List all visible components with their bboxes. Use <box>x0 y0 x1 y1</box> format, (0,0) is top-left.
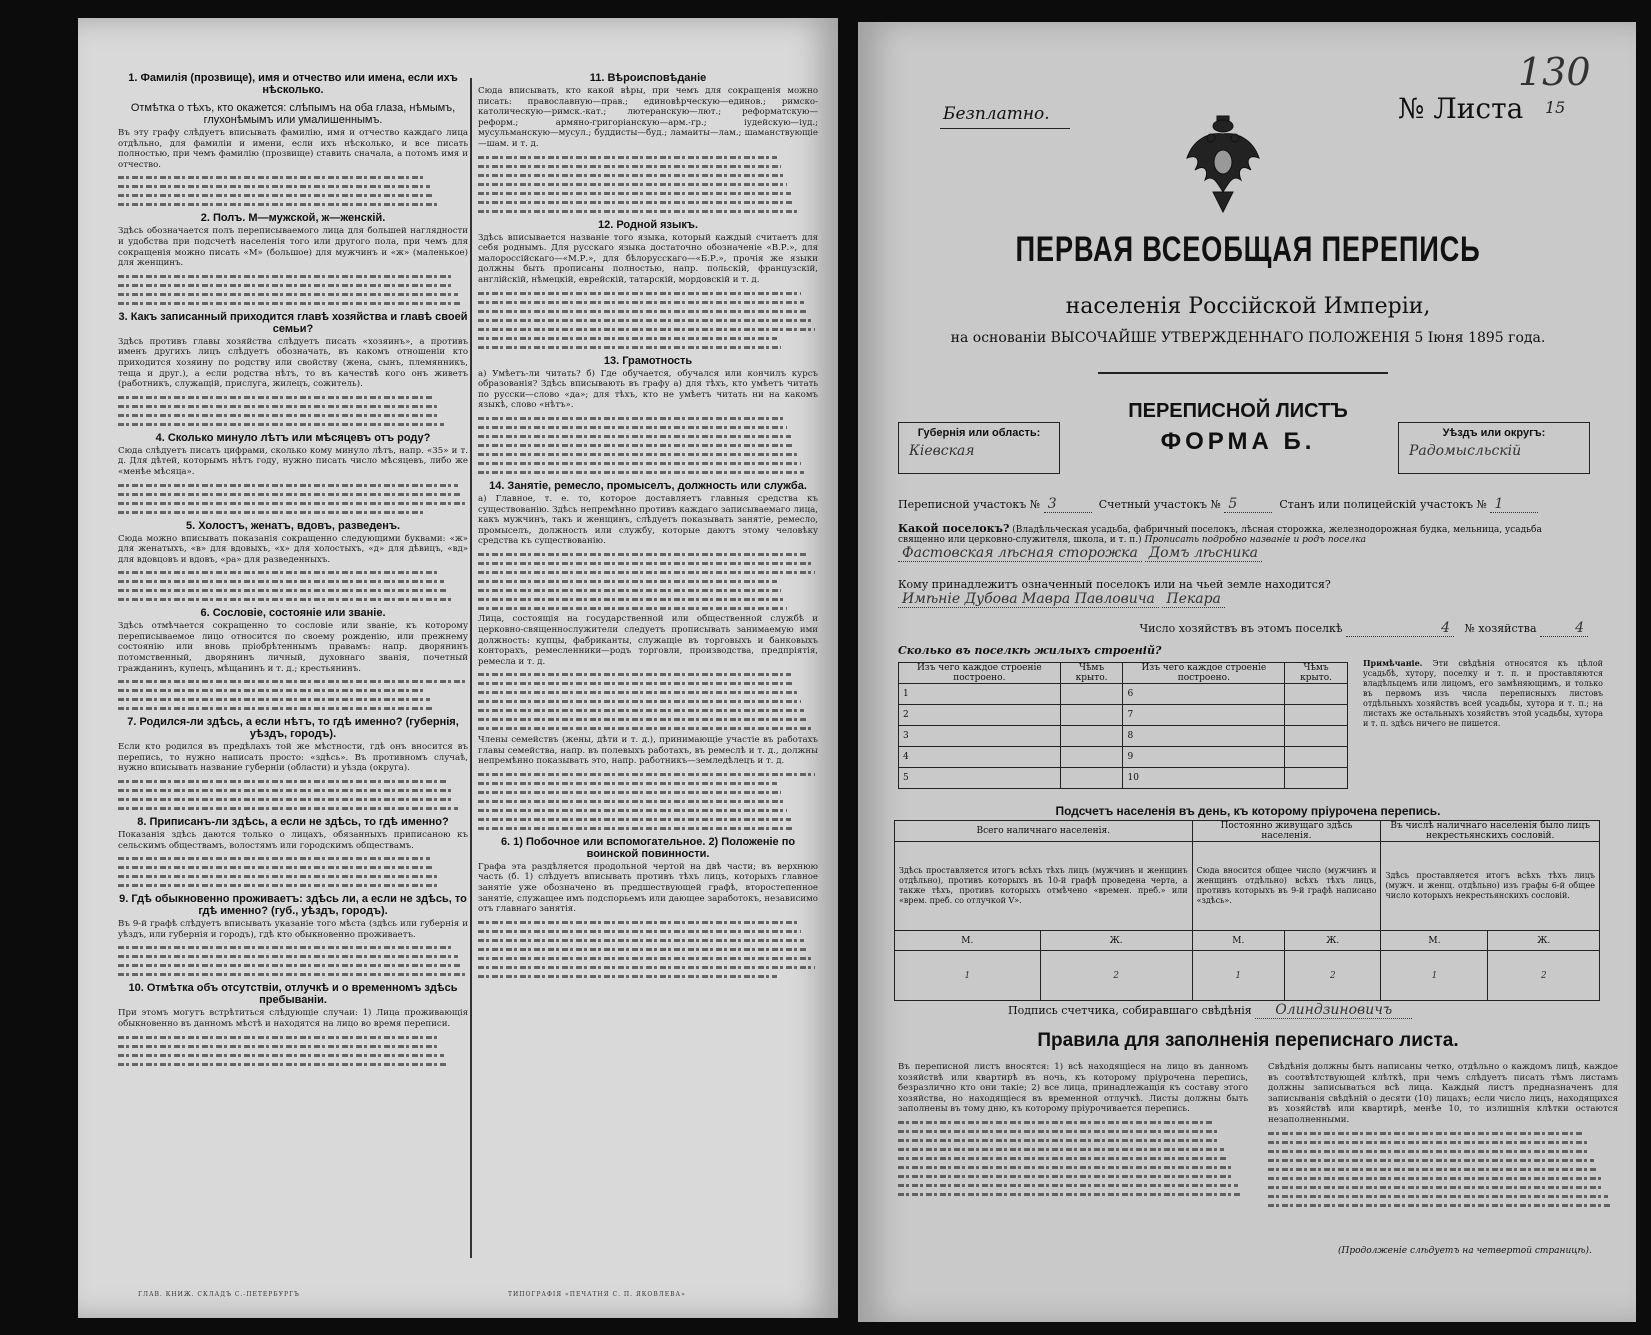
text-line <box>118 689 426 692</box>
poselok-value: Фастовская лѣсная сторожка <box>898 545 1142 562</box>
text-line <box>1268 1168 1597 1171</box>
text-line <box>478 818 791 821</box>
text-line <box>478 174 784 177</box>
buildings-cell <box>1285 726 1348 747</box>
section-title: 14. Занятіе, ремесло, промыселъ, должность или служба. <box>489 479 807 492</box>
gubernia-box <box>898 422 1060 474</box>
text-block <box>478 292 818 349</box>
uezd-box <box>1398 422 1590 474</box>
text-line <box>478 930 801 933</box>
text-line <box>478 165 781 168</box>
text-line <box>478 718 808 721</box>
text-line <box>118 580 444 583</box>
section-title: 7. Родился-ли здѣсь, а если нѣтъ, то гдѣ именно? (губернія, уѣздъ, городъ). <box>127 716 459 741</box>
text-line <box>118 973 465 976</box>
text-line <box>118 185 430 188</box>
signature-row <box>1008 1002 1412 1018</box>
section-title: 8. Приписанъ-ли здѣсь, а если не здѣсь, то гдѣ именно? <box>137 816 449 829</box>
text-line <box>478 417 784 420</box>
handwritten-sheet-number: 130 <box>1518 50 1591 94</box>
buildings-cell <box>1285 768 1348 789</box>
text-line <box>898 1148 1224 1151</box>
section-subtitle: Отмѣтка о тѣхъ, кто окажется: слѣпымъ на оба глаза, нѣмымъ, глухонѣмымъ или умалишеннымъ. <box>130 102 456 126</box>
main-title: ПЕРВАЯ ВСЕОБЩАЯ ПЕРЕПИСЬ <box>1015 230 1481 269</box>
text-line <box>118 275 451 278</box>
owner-value-2: Пекара <box>1162 591 1225 608</box>
text-block <box>118 680 468 710</box>
pop-f-label: Ж. <box>1285 931 1381 951</box>
section-text: Лица, состоящія на государственной или общественной службѣ и церковно-священнослужители следуетъ прописывать занимаемую ими должность: купцы, фабриканты, служащіе въ торговыхъ и банковыхъ конторахъ, ремесленники—родъ торговли, производства, предпріятія, ремесла и т. д. <box>478 614 818 667</box>
section-title: 13. Грамотность <box>603 354 693 367</box>
right-page-census-form <box>858 22 1636 1322</box>
text-line <box>478 607 787 610</box>
text-line <box>478 435 791 438</box>
text-line <box>118 866 433 869</box>
buildings-cell <box>1060 705 1123 726</box>
text-line <box>478 201 794 204</box>
pop-value: 2 <box>1285 951 1381 1001</box>
text-line <box>478 800 784 803</box>
decree-line: на основаніи ВЫСОЧАЙШЕ УТВЕРЖДЕННАГО ПОЛОЖЕНІЯ 5 Іюня 1895 года. <box>950 330 1546 346</box>
pop-value: 1 <box>895 951 1041 1001</box>
text-line <box>118 798 454 801</box>
gubernia-label: Губернія или область: <box>917 427 1041 439</box>
text-line <box>478 921 798 924</box>
section-text: Сюда слѣдуетъ писать цифрами, сколько кому минуло лѣтъ, напр. «35» и т. д. Для дѣтей, которымъ нѣтъ году, нужно писать число мѣсяцевъ, либо же «менѣе мѣсяца». <box>118 445 468 477</box>
buildings-row-number: 6 <box>1123 684 1285 705</box>
text-line <box>1268 1195 1608 1198</box>
buildings-row <box>899 726 1348 747</box>
text-line <box>1268 1159 1594 1162</box>
text-line <box>1268 1177 1601 1180</box>
pop-f-label: Ж. <box>1040 931 1192 951</box>
buildings-cell <box>1060 726 1123 747</box>
text-block <box>118 946 468 976</box>
rules-right-column <box>1268 1062 1618 1211</box>
section-text: Показанія здѣсь даются только о лицахъ, обязанныхъ приписаною къ сельскимъ обществамъ, волостямъ или городскимъ обществамъ. <box>118 830 468 851</box>
buildings-table <box>898 662 1348 789</box>
text-block <box>118 857 468 887</box>
text-block <box>478 553 818 610</box>
poselok-hint-2: Прописать подробно названіе и родъ поселка <box>1144 535 1366 545</box>
text-line <box>118 780 447 783</box>
rules-left-fill <box>898 1121 1248 1196</box>
text-line <box>118 194 433 197</box>
text-line <box>118 1045 440 1048</box>
rules-title: Правила для заполненія переписнаго листа. <box>1037 1030 1459 1051</box>
population-table <box>894 820 1600 1001</box>
text-line <box>478 580 777 583</box>
schet-value: 5 <box>1224 496 1272 513</box>
buildings-col-a-2: Изъ чего каждое строеніе построено. <box>1123 663 1285 684</box>
section-title: 11. Вѣроисповѣданіе <box>589 72 707 84</box>
text-line <box>898 1166 1231 1169</box>
free-underline <box>940 128 1070 129</box>
text-line <box>118 698 430 701</box>
form-subtitle: ФОРМА Б. <box>1160 428 1316 455</box>
text-line <box>478 337 777 340</box>
text-line <box>118 1054 444 1057</box>
text-line <box>478 553 808 556</box>
pop-f-label: Ж. <box>1488 931 1600 951</box>
households-row <box>898 620 1588 637</box>
buildings-row-number: 5 <box>899 768 1061 789</box>
text-line <box>1268 1186 1604 1189</box>
text-line <box>478 673 791 676</box>
text-line <box>478 975 777 978</box>
instructions-column-1 <box>118 66 468 1070</box>
signature-label: Подпись счетчика, собиравшаго свѣдѣнія <box>1008 1004 1252 1017</box>
text-block <box>118 176 468 206</box>
text-line <box>898 1175 1234 1178</box>
footer-left: ГЛАВ. КНИЖ. СКЛАДЪ С.-ПЕТЕРБУРГЪ <box>138 1291 300 1298</box>
gubernia-value: Кіевская <box>909 443 975 459</box>
section-text: а) Главное, т. е. то, которое доставляетъ главныя средства къ существованію. Здѣсь непремѣнно противъ каждаго записываемаго лица, какъ мужчинъ, такъ и женщинъ, слѣдуетъ показывать занятіе, ремесло, промыселъ, должность или службу, которые даютъ этому человѣку средства къ существованію. <box>478 493 818 547</box>
section-title: 4. Сколько минуло лѣтъ или мѣсяцевъ отъ роду? <box>155 431 431 444</box>
buildings-col-b: Чѣмъ крыто. <box>1060 663 1123 684</box>
pop-value: 1 <box>1381 951 1488 1001</box>
buildings-row <box>899 768 1348 789</box>
text-line <box>118 707 433 710</box>
poselok-hint: (Владѣльческая усадьба, фабричный поселокъ, лѣсная сторожка, железнодорожная будка, мельница, усадьба священно или церковно-служителя, школа, и т. п.) <box>898 525 1542 545</box>
text-line <box>898 1184 1238 1187</box>
text-line <box>478 192 791 195</box>
text-line <box>118 176 426 179</box>
text-block <box>118 780 468 810</box>
buildings-row-number: 10 <box>1123 768 1285 789</box>
text-line <box>118 511 426 514</box>
households-label: Число хозяйствъ въ этомъ поселкѣ <box>1139 622 1343 635</box>
heading-rule <box>1098 372 1388 374</box>
buildings-cell <box>1060 768 1123 789</box>
text-line <box>478 453 798 456</box>
poselok-row <box>898 522 1588 562</box>
note-text: Эти свѣдѣнія относятся къ цѣлой усадьбѣ, хутору, поселку и т. п. и проставляются владѣльцемъ или лицомъ, его замѣняющимъ, и только въ первомъ изъ числа переписныхъ листовъ отдѣльныхъ хозяйствъ всей усадьбы, хутора и т. п.; на листахъ же остальныхъ хозяйствъ этой усадьбы, хутора и т. п. здѣсь ничего не пишется. <box>1363 659 1603 728</box>
section-title: 5. Холостъ, женатъ, вдовъ, разведенъ. <box>185 519 401 532</box>
text-line <box>478 292 801 295</box>
rules-left-column <box>898 1062 1248 1201</box>
text-line <box>478 966 815 969</box>
owner-label: Кому принадлежитъ означенный поселокъ или на чьей земле находится? <box>898 578 1331 591</box>
text-line <box>478 310 808 313</box>
text-line <box>478 319 811 322</box>
text-line <box>898 1157 1227 1160</box>
text-line <box>118 680 465 683</box>
section-text: Здѣсь вписывается названіе того языка, который каждый считаетъ для себя роднымъ. Для русскаго языка достаточно обозначеніе «В.Р.», для малороссійскаго—«М.Р.», для бѣлорусскаго—«Б.Р.», прочія же языки должны быть прописаны полностью, напр. польскій, французскій, англійскій, нѣмецкій, еврейскій, татарскій, мордовскій и т. д. <box>478 232 818 285</box>
text-line <box>898 1193 1241 1196</box>
text-line <box>478 957 811 960</box>
pop-col-permanent: Постоянно живущаго здѣсь населенія. <box>1192 821 1381 842</box>
pop-value: 2 <box>1488 951 1600 1001</box>
text-line <box>118 502 465 505</box>
text-line <box>118 875 437 878</box>
text-line <box>118 405 437 408</box>
pop-m-label: М. <box>1381 931 1488 951</box>
district-row <box>898 496 1588 513</box>
instructions-column-2 <box>478 66 818 982</box>
text-block <box>478 673 818 730</box>
text-line <box>478 444 794 447</box>
section-text: Здѣсь противъ главы хозяйства слѣдуетъ писать «хозяинъ», а противъ именъ другихъ лицъ слѣдуетъ обозначать, въ какомъ отношеніи кто приходится хозяину по родству или свойству (жена, сынъ, племянникъ, теща и друг.), а если родства нѣтъ, то въ качествѣ кого онъ живетъ (работникъ, служащій, прислуга, жилецъ, сожитель). <box>118 336 468 390</box>
uchastok-value: 3 <box>1044 496 1092 513</box>
section-text: а) Умѣетъ-ли читать? б) Где обучается, обучался или кончилъ курсъ образованія? Здѣсь вписывають въ графу а) для тѣхъ, кто умѣетъ читать по русски—слово «да»; для тѣхъ, кто не умѣетъ читать ни на какомъ языкѣ, слово «нѣтъ». <box>478 368 818 411</box>
section-title: 3. Какъ записанный приходится главѣ хозяйства и главѣ своей семьи? <box>118 310 468 335</box>
text-line <box>1268 1150 1590 1153</box>
text-line <box>118 396 433 399</box>
text-line <box>478 773 815 776</box>
household-no-value: 4 <box>1540 620 1588 637</box>
imperial-eagle-emblem-icon <box>1183 112 1263 222</box>
section-text: Графа эта раздѣляется продольной чертой на двѣ части; въ верхнюю часть (б. 1) слѣдуетъ вписывать противъ тѣхъ лицъ, которыхъ главное занятіе уже обозначено въ предшествующей графѣ, второстепенное занятіе, служащее имъ подспорьемъ или дающее заработокъ, независимо отъ главнаго занятія. <box>478 861 818 915</box>
sheet-number-value: 15 <box>1545 98 1566 117</box>
signature-value: Олиндзиновичъ <box>1255 1002 1412 1019</box>
text-line <box>478 791 781 794</box>
section-text: Сюда можно вписывать показанія сокращенно следующими буквами: «ж» для женатыхъ, «в» для вдовыхъ, «х» для холостыхъ, «д» для дѣвицъ, «вд» для вдовцовъ и вдовъ, «ра» для разведенныхъ. <box>118 533 468 565</box>
text-block <box>118 396 468 426</box>
text-line <box>478 939 804 942</box>
left-page-instructions <box>78 18 838 1318</box>
stan-value: 1 <box>1490 496 1538 513</box>
note-box <box>1363 658 1603 729</box>
buildings-row <box>899 705 1348 726</box>
pop-desc-permanent: Сюда вносится общее число (мужчинъ и женщинъ отдѣльно) всѣхъ тѣхъ лицъ, противъ которыхъ въ 9-й графѣ написано «здѣсь». <box>1192 842 1381 931</box>
pop-desc-nonpeasant: Здѣсь проставляется итогъ всѣхъ тѣхъ лицъ (мужч. и женщ. отдѣльно) изъ графы 6-й общее число которыхъ некрестьянскихъ сословій. <box>1381 842 1600 931</box>
text-line <box>478 727 811 730</box>
buildings-cell <box>1060 747 1123 768</box>
text-line <box>478 571 815 574</box>
rules-left-text: Въ переписной листъ вносятся: 1) всѣ находящіеся на лицо въ данномъ хозяйствѣ или квартирѣ въ ночь, къ которому пріурочена перепись, безразлично кто они такіе; 2) все лица, принадлежащія къ составу этого хозяйства, но находящіеся въ временной отлучкѣ. Листы должны быть заполнены въ тому дню, къ которому пріурочивается перепись. <box>898 1062 1248 1115</box>
household-no-label: № хозяйства <box>1464 622 1537 635</box>
header-boxes <box>898 400 1588 480</box>
text-block <box>118 571 468 601</box>
section-title: 1. Фамилія (прозвище), имя и отчество или имена, если ихъ нѣсколько. <box>128 72 458 96</box>
buildings-cell <box>1285 705 1348 726</box>
owner-row <box>898 578 1588 608</box>
continued-note: (Продолженіе слѣдуетъ на четвертой страницѣ). <box>1338 1246 1592 1256</box>
section-title: 12. Родной языкъ. <box>597 218 698 231</box>
text-block <box>478 156 818 213</box>
section-text: Если кто родился въ предѣлахъ той же мѣстности, гдѣ онъ вносится въ перепись, то нужно написать просто: «здѣсь». Въ противномъ случаѣ, нужно вписывать название губерніи (области) и уѣзда (округа). <box>118 742 468 774</box>
buildings-cell <box>1285 684 1348 705</box>
text-line <box>118 598 451 601</box>
section-title: 6. 1) Побочное или вспомогательное. 2) Положеніе по воинской повинности. <box>500 835 796 860</box>
text-line <box>118 493 461 496</box>
text-line <box>478 301 804 304</box>
note-title: Примѣчаніе. <box>1363 658 1423 668</box>
buildings-row <box>899 684 1348 705</box>
free-label: Безплатно. <box>943 104 1050 124</box>
text-line <box>478 562 811 565</box>
column-divider <box>470 78 472 1258</box>
text-line <box>118 884 440 887</box>
buildings-row-number: 1 <box>899 684 1061 705</box>
buildings-row-number: 9 <box>1123 747 1285 768</box>
form-title: ПЕРЕПИСНОЙ ЛИСТЪ <box>1128 400 1348 422</box>
pop-m-label: М. <box>895 931 1041 951</box>
text-block <box>478 417 818 474</box>
text-block <box>478 921 818 978</box>
section-text: Здѣсь отмѣчается сокращенно то сословіе или званіе, къ которому переписываемое лицо относится по своему рожденію, или прежнему состоянію или вновь пріобрѣтеннымъ правамъ: напр. дворянинъ потомственный, дворянинъ личный, духовнаго званія, почетный гражданинъ, купецъ, мѣщанинъ и т. д.; крестьянинъ. <box>118 621 468 674</box>
poselok-label: Какой поселокъ? <box>898 522 1010 535</box>
section-title: 6. Сословіе, состояніе или званіе. <box>200 607 386 620</box>
text-line <box>478 471 804 474</box>
text-block <box>118 275 468 305</box>
buildings-row <box>899 747 1348 768</box>
section-text: Члены семействъ (жены, дѣти и т. д.), принимающіе участіе въ работахъ главы семейства, напр. въ полевыхъ работахъ, въ ремеслѣ и т. д., должны непремѣнно показывать это, напр. работникъ—земледѣлецъ и т. д. <box>478 735 818 767</box>
sub-title: населенія Россійской Имперіи, <box>1065 294 1431 319</box>
rules-right-text: Свѣдѣнія должны быть написаны четко, отдѣльно о каждомъ лицѣ, каждое въ соотвѣтствующей клѣткѣ, при чемъ слѣдуетъ писать тѣмъ листамъ должны записываться всѣ лица. Каждый листъ предназначенъ для записыванія свѣдѣній о десяти (10) лицахъ; если число лицъ, находящихся въ хозяйствѣ или квартирѣ, менѣе 10, то излишнія клѣтки остаются незаполненными. <box>1268 1062 1618 1125</box>
text-line <box>478 691 798 694</box>
buildings-cell <box>1060 684 1123 705</box>
population-heading: Подсчетъ населенія въ день, къ которому пріурочена перепись. <box>1055 804 1441 818</box>
section-title: 10. Отмѣтка объ отсутствіи, отлучкѣ и о временномъ здѣсь пребываніи. <box>128 982 458 1007</box>
text-line <box>118 946 454 949</box>
text-line <box>898 1121 1213 1124</box>
text-line <box>478 426 787 429</box>
text-line <box>478 700 801 703</box>
pop-value: 1 <box>1192 951 1284 1001</box>
stan-label: Станъ или полицейскій участокъ № <box>1279 498 1487 511</box>
text-block <box>478 773 818 830</box>
buildings-col-a: Изъ чего каждое строеніе построено. <box>899 663 1061 684</box>
buildings-row-number: 2 <box>899 705 1061 726</box>
text-line <box>118 857 430 860</box>
buildings-row-number: 4 <box>899 747 1061 768</box>
section-title: 2. Полъ. М—мужской, ж—женскій. <box>200 212 386 225</box>
text-line <box>118 302 461 305</box>
pop-desc-total: Здѣсь проставляется итогъ всѣхъ тѣхъ лицъ (мужчинъ и женщинъ отдѣльно), противъ которыхъ въ 10-й графѣ проведена черта, а также тѣхъ, противъ которыхъ отмѣчено «времен. преб.» или «врем. преб. со отлучкой V». <box>895 842 1193 931</box>
pop-value: 2 <box>1040 951 1192 1001</box>
section-text: Здѣсь обозначается полъ переписываемого лица для большей наглядности и удобства при подсчетѣ населенія того или другого пола, при чемъ для сокращенія можно писать «М» (большое) для мужчинъ и «ж» (маленькое) для женщинъ. <box>118 226 468 269</box>
section-title: 9. Гдѣ обыкновенно проживаетъ: здѣсь ли, а если не здѣсь, то гдѣ именно? (губ., уѣздъ, городъ). <box>119 893 467 918</box>
text-line <box>478 709 804 712</box>
text-line <box>478 156 777 159</box>
text-line <box>118 589 447 592</box>
households-value: 4 <box>1346 620 1454 637</box>
text-line <box>478 346 781 349</box>
poselok-value-2: Домъ лѣсника <box>1145 545 1262 562</box>
text-block <box>118 1036 468 1066</box>
buildings-row-number: 3 <box>899 726 1061 747</box>
text-line <box>118 484 458 487</box>
text-line <box>118 1036 437 1039</box>
text-line <box>478 462 801 465</box>
section-text: Сюда вписывать, кто какой вѣры, при чемъ для сокращенія можно писать: православную—прав.; единовѣрческую—единов.; римско-католическую—римск.-кат.; лютеранскую—лют.; реформатскую—реформ.; армяно-григоріанскую—арм.-гр.; іудейскую—іуд.; мусульманскую—мусул.; буддисты—буд.; ламаиты—лам.; шаманствующіе—шам. и т. д. <box>478 86 818 149</box>
pop-col-nonpeasant: Въ числѣ наличнаго населенія было лицъ некрестьянскихъ сословій. <box>1381 821 1600 842</box>
text-line <box>118 964 461 967</box>
buildings-cell <box>1285 747 1348 768</box>
text-line <box>118 414 440 417</box>
text-line <box>118 423 444 426</box>
uezd-value: Радомысльскій <box>1409 443 1522 459</box>
text-line <box>478 948 808 951</box>
text-line <box>118 807 458 810</box>
text-line <box>1268 1204 1611 1207</box>
uezd-label: Уѣздъ или округъ: <box>1442 427 1546 439</box>
text-line <box>1268 1141 1587 1144</box>
text-line <box>1268 1132 1583 1135</box>
footer-right: ТИПОГРАФІЯ «ПЕЧАТНЯ С. П. ЯКОВЛЕВА» <box>508 1291 686 1298</box>
buildings-col-b-2: Чѣмъ крыто. <box>1285 663 1348 684</box>
text-line <box>478 782 777 785</box>
text-line <box>478 827 794 830</box>
text-line <box>118 203 437 206</box>
text-line <box>118 1063 447 1066</box>
text-line <box>898 1139 1220 1142</box>
uchastok-label: Переписной участокъ № <box>898 498 1041 511</box>
buildings-row-number: 7 <box>1123 705 1285 726</box>
buildings-row-number: 8 <box>1123 726 1285 747</box>
text-line <box>478 183 787 186</box>
text-line <box>478 598 784 601</box>
text-line <box>478 682 794 685</box>
text-line <box>118 284 454 287</box>
text-line <box>478 210 798 213</box>
text-line <box>478 328 815 331</box>
sheet-number-label: № Листа <box>1398 92 1524 125</box>
text-line <box>898 1130 1217 1133</box>
section-text: Въ эту графу слѣдуетъ вписывать фамилію, имя и отчество каждаго лица отдѣльно, для фамиліи и имени, если ихъ нѣсколько, и все писать полностью, при чемъ фамилію (прозвище) ставить сначала, а потомъ имя и отчество. <box>118 128 468 170</box>
pop-m-label: М. <box>1192 931 1284 951</box>
text-line <box>118 571 440 574</box>
text-line <box>118 955 458 958</box>
buildings-question: Сколько въ поселкѣ жилыхъ строеній? <box>898 644 1162 657</box>
buildings-body <box>899 684 1348 789</box>
section-text: При этомъ могутъ встрѣтиться слѣдующіе случаи: 1) Лица проживающія обыкновенно въ данномъ мѣстѣ и находятся на лицо во время переписи. <box>118 1008 468 1029</box>
text-line <box>118 293 458 296</box>
rules-right-fill <box>1268 1132 1618 1207</box>
text-line <box>478 809 787 812</box>
text-line <box>478 589 781 592</box>
text-block <box>118 484 468 514</box>
pop-col-total: Всего наличнаго населенія. <box>895 821 1193 842</box>
section-text: Въ 9-й графѣ слѣдуетъ вписывать указаніе того мѣста (здѣсь или губернія и уѣздъ, или губернія и городъ), гдѣ кто обыкновенно проживаетъ. <box>118 919 468 940</box>
schet-label: Счетный участокъ № <box>1098 498 1221 511</box>
text-line <box>118 789 451 792</box>
owner-value: Имѣніе Дубова Мавра Павловича <box>898 591 1159 608</box>
